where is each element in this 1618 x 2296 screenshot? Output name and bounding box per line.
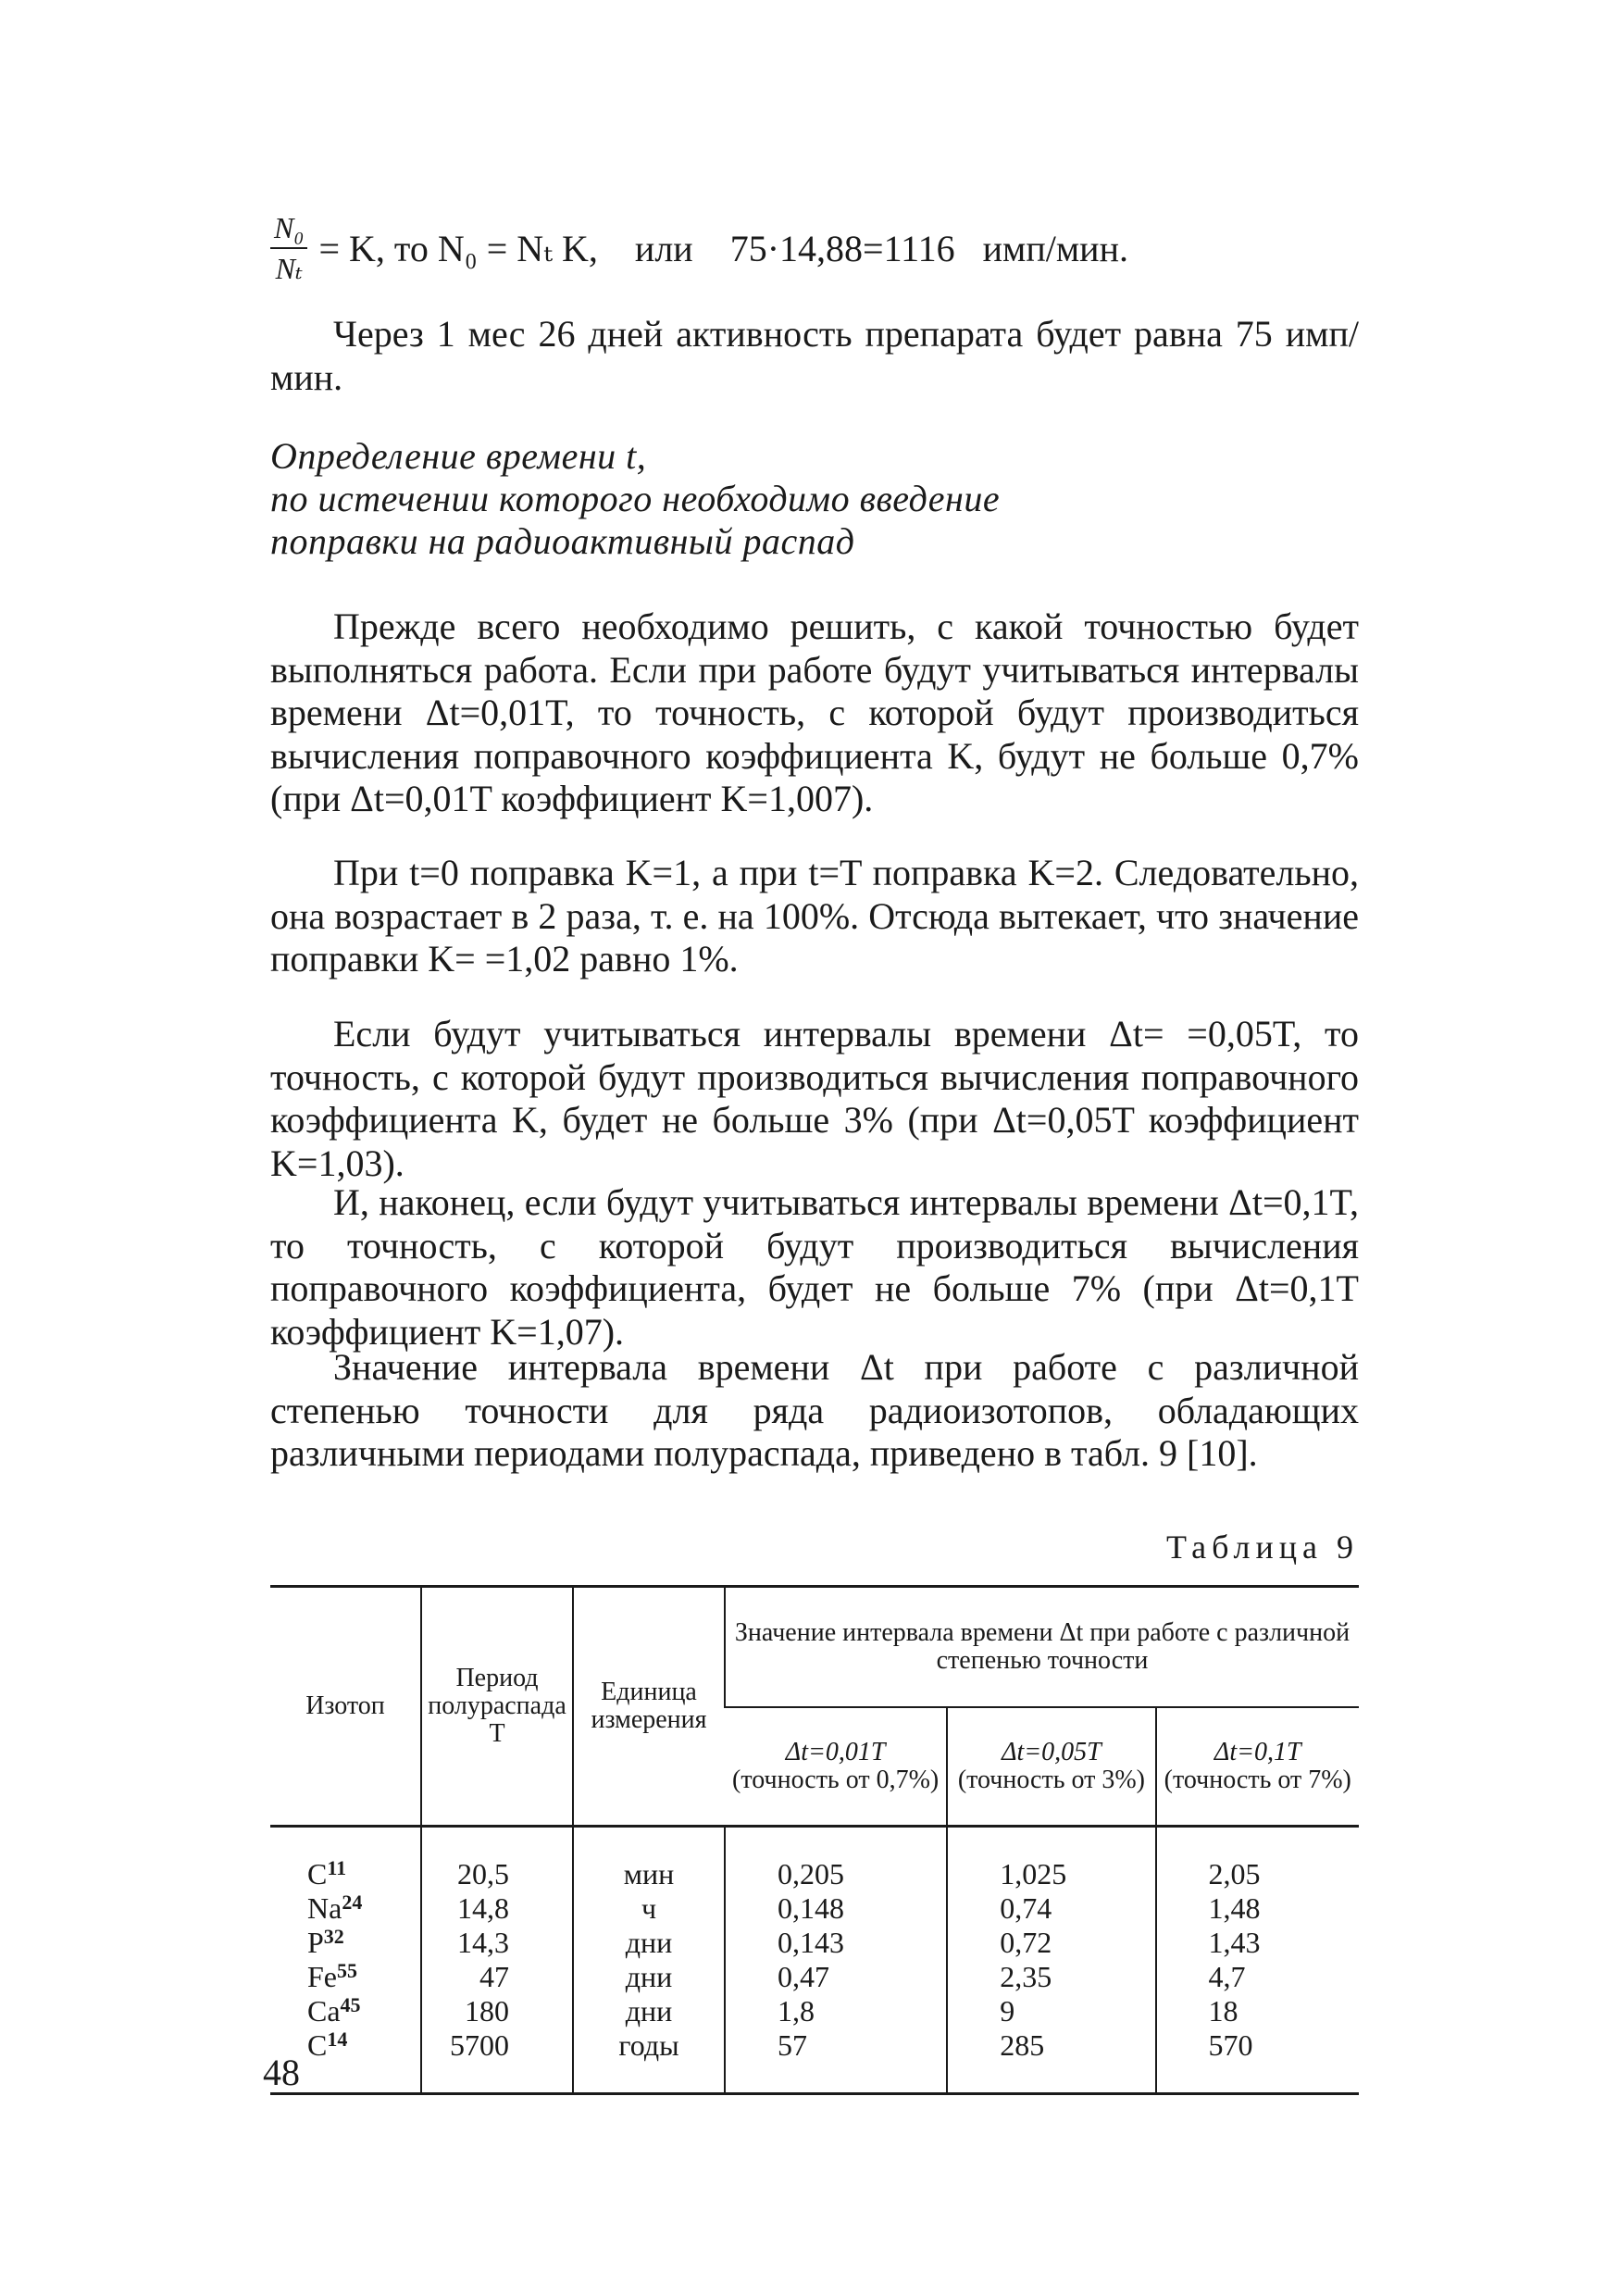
period-value: 14,8 bbox=[457, 1891, 509, 1925]
interval-01-column bbox=[1156, 1827, 1359, 2094]
mass-number: 55 bbox=[337, 1959, 357, 1982]
interval-01-value: 1,48 bbox=[1208, 1891, 1261, 1925]
element-symbol: Fe bbox=[307, 1960, 337, 1993]
unit-column bbox=[573, 1827, 725, 2094]
mass-number: 24 bbox=[342, 1890, 363, 1914]
interval-001-value: 0,205 bbox=[778, 1857, 844, 1890]
isotope-symbol bbox=[307, 1994, 411, 2028]
interval-005-value: 1,025 bbox=[1000, 1857, 1067, 1890]
period-value: 20,5 bbox=[457, 1857, 509, 1890]
period-column bbox=[421, 1827, 573, 2094]
header-sub-3 bbox=[1156, 1707, 1359, 1827]
interval-005-value: 9 bbox=[1000, 1994, 1015, 2028]
paragraph-1-text: Прежде всего необходимо решить, с какой точностью будет выполняться работа. Если при работе будут учитываться интервалы времени Δt=0,01T, то точность, с которой будут производиться вычисления поправочного коэффициента K, будут не больше 0,7% (при Δt=0,01T коэффициент K=1,007). bbox=[270, 605, 1359, 819]
interval-005-value: 285 bbox=[1000, 2028, 1045, 2062]
interval-001-column bbox=[725, 1827, 947, 2094]
header-sub-2 bbox=[947, 1707, 1155, 1827]
page-number: 48 bbox=[263, 2052, 300, 2093]
interval-01-value: 570 bbox=[1208, 2028, 1253, 2062]
heading-line-3: поправки на радиоактивный распад bbox=[270, 520, 855, 562]
mass-number: 11 bbox=[327, 1856, 347, 1879]
paragraph-3-text: Если будут учитываться интервалы времени Δt= =0,05T, то точность, с которой будут производиться вычисления поправочного коэффициента K, будет не больше 3% (при Δt=0,05T коэффициент K=1,03). bbox=[270, 1013, 1359, 1184]
paragraph-3 bbox=[270, 1013, 1359, 1185]
header-interval-group: Значение интервала времени Δt при работе с различной степенью точности bbox=[725, 1587, 1359, 1708]
unit-value: дни bbox=[625, 1994, 673, 2028]
mass-number: 45 bbox=[340, 1993, 361, 2016]
element-symbol: P bbox=[307, 1926, 324, 1959]
interval-01-value: 1,43 bbox=[1208, 1926, 1261, 1959]
formula-calculation: 75·14,88=1116 bbox=[729, 228, 955, 269]
interval-005-value: 2,35 bbox=[1000, 1960, 1052, 1993]
paragraph-1 bbox=[270, 605, 1359, 821]
formula-line bbox=[270, 211, 1128, 286]
interval-01-value: 18 bbox=[1208, 1994, 1238, 2028]
interval-01-value: 2,05 bbox=[1208, 1857, 1261, 1890]
isotope-symbol bbox=[307, 1926, 411, 1960]
header-sub-2-accuracy: (точность от 3%) bbox=[957, 1766, 1145, 1794]
header-sub-2-formula: Δt=0,05T bbox=[1002, 1738, 1101, 1766]
interval-001-value: 0,148 bbox=[778, 1891, 844, 1925]
period-value: 5700 bbox=[450, 2028, 509, 2062]
table-caption: Таблица 9 bbox=[1166, 1529, 1359, 1566]
formula-unit: имп/мин. bbox=[982, 228, 1128, 269]
period-value: 180 bbox=[465, 1994, 509, 2028]
unit-value: ч bbox=[641, 1891, 657, 1925]
interval-001-value: 57 bbox=[778, 2028, 807, 2062]
isotope-symbol bbox=[307, 1960, 411, 1994]
interval-01-value: 4,7 bbox=[1208, 1960, 1246, 1993]
period-value: 14,3 bbox=[457, 1926, 509, 1959]
interval-005-column bbox=[947, 1827, 1155, 2094]
paragraph-4 bbox=[270, 1181, 1359, 1354]
section-heading bbox=[270, 435, 1000, 563]
isotope-table bbox=[270, 1585, 1359, 2095]
interval-001-value: 0,143 bbox=[778, 1926, 844, 1959]
isotope-symbol bbox=[307, 1857, 411, 1891]
paragraph-4-text: И, наконец, если будут учитываться интервалы времени Δt=0,1T, то точность, с которой будут производиться вычисления поправочного коэффициента, будет не больше 7% (при Δt=0,1T коэффициент K=1,07). bbox=[270, 1181, 1359, 1353]
paragraph-result-text: Через 1 мес 26 дней активность препарата будет равна 75 имп/мин. bbox=[270, 313, 1359, 398]
interval-005-value: 0,74 bbox=[1000, 1891, 1052, 1925]
formula-rest: = K, то N₀ = Nₜ K, bbox=[318, 228, 598, 269]
formula-ili: или bbox=[634, 228, 693, 269]
period-value: 47 bbox=[479, 1960, 509, 1993]
fraction-numerator: N₀ bbox=[270, 211, 307, 249]
header-period: Период полураспада T bbox=[421, 1587, 573, 1827]
paragraph-2-text: При t=0 поправка K=1, а при t=T поправка K=2. Следовательно, она возрастает в 2 раза, т. е. на 100%. Отсюда вытекает, что значение поправки K= =1,02 равно 1%. bbox=[270, 852, 1359, 980]
element-symbol: C bbox=[307, 1857, 328, 1890]
header-isotope: Изотоп bbox=[305, 1691, 385, 1720]
paragraph-5-text: Значение интервала времени Δt при работе с различной степенью точности для ряда радиоизотопов, обладающих различными периодами полураспада, приведено в табл. 9 [10]. bbox=[270, 1346, 1359, 1474]
isotope-symbol bbox=[307, 2028, 411, 2063]
element-symbol: Na bbox=[307, 1891, 342, 1925]
paragraph-2 bbox=[270, 852, 1359, 981]
unit-value: годы bbox=[618, 2028, 679, 2062]
isotope-symbol bbox=[307, 1891, 411, 1926]
paragraph-result bbox=[270, 313, 1359, 399]
header-sub-1-accuracy: (точность от 0,7%) bbox=[732, 1766, 940, 1794]
header-sub-1 bbox=[725, 1707, 947, 1827]
header-sub-3-accuracy: (точность от 7%) bbox=[1164, 1766, 1351, 1794]
element-symbol: Ca bbox=[307, 1994, 341, 2028]
element-symbol: C bbox=[307, 2028, 328, 2062]
header-unit: Единица измерения bbox=[573, 1587, 725, 1827]
mass-number: 14 bbox=[327, 2028, 348, 2051]
heading-line-1: Определение времени t, bbox=[270, 435, 647, 477]
heading-line-2: по истечении которого необходимо введение bbox=[270, 478, 1001, 519]
mass-number: 32 bbox=[323, 1925, 344, 1948]
interval-005-value: 0,72 bbox=[1000, 1926, 1052, 1959]
interval-001-value: 0,47 bbox=[778, 1960, 829, 1993]
header-sub-1-formula: Δt=0,01T bbox=[785, 1738, 886, 1766]
unit-value: дни bbox=[625, 1960, 673, 1993]
interval-001-value: 1,8 bbox=[778, 1994, 815, 2028]
fraction-denominator: Nₜ bbox=[275, 252, 303, 285]
header-sub-3-formula: Δt=0,1T bbox=[1214, 1738, 1301, 1766]
unit-value: дни bbox=[625, 1926, 673, 1959]
paragraph-5 bbox=[270, 1346, 1359, 1476]
unit-value: мин bbox=[623, 1857, 675, 1890]
fraction bbox=[270, 211, 307, 286]
